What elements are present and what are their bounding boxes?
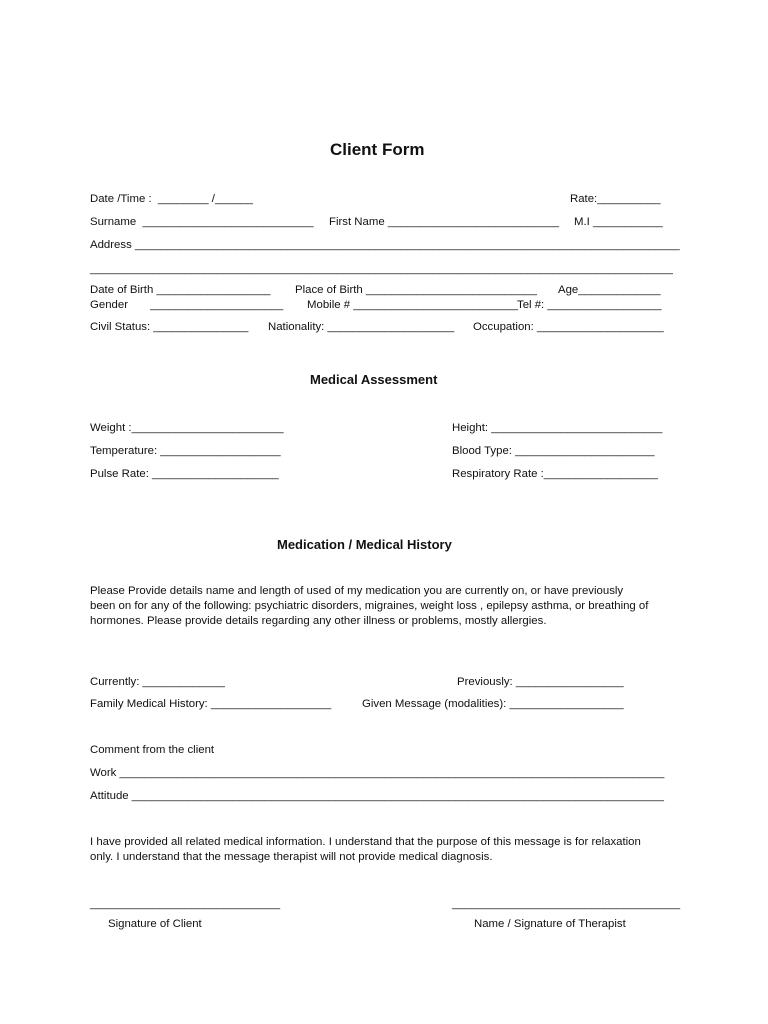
tel-field[interactable]: Tel #: __________________ [517,299,662,311]
respiratory-rate-field[interactable]: Respiratory Rate :__________________ [452,468,658,480]
comment-label: Comment from the client [90,744,215,756]
medication-history-heading: Medication / Medical History [277,537,452,552]
client-signature-line[interactable]: ______________________________ [90,898,281,910]
rate-field[interactable]: Rate:__________ [570,193,661,205]
date-of-birth-field[interactable]: Date of Birth __________________ [90,284,271,296]
page-title: Client Form [330,140,425,159]
nationality-field[interactable]: Nationality: ____________________ [268,321,455,333]
civil-status-field[interactable]: Civil Status: _______________ [90,321,249,333]
gender-field[interactable]: Gender _____________________ [90,299,284,311]
medical-assessment-heading: Medical Assessment [310,372,438,387]
client-signature-label: Signature of Client [108,918,202,930]
weight-field[interactable]: Weight :________________________ [90,422,284,434]
blood-type-field[interactable]: Blood Type: ______________________ [452,445,655,457]
age-field[interactable]: Age_____________ [558,284,661,296]
therapist-signature-line[interactable]: ____________________________________ [452,898,681,910]
mobile-field[interactable]: Mobile # __________________________ [307,299,518,311]
consent-statement: I have provided all related medical information. I understand that the purpose of this message is for relaxation only. I understand that the message therapist will not provide medical diagnosis. [90,836,641,863]
family-medical-history-field[interactable]: Family Medical History: ___________________ [90,698,332,710]
currently-field[interactable]: Currently: _____________ [90,676,225,688]
temperature-field[interactable]: Temperature: ___________________ [90,445,281,457]
previously-field[interactable]: Previously: _________________ [457,676,624,688]
occupation-field[interactable]: Occupation: ____________________ [473,321,664,333]
pulse-rate-field[interactable]: Pulse Rate: ____________________ [90,468,279,480]
place-of-birth-field[interactable]: Place of Birth ___________________________ [295,284,537,296]
height-field[interactable]: Height: ___________________________ [452,422,663,434]
address-field[interactable]: Address ______________________________________________________________________________________ [90,239,680,251]
middle-initial-field[interactable]: M.I ___________ [574,216,663,228]
address-field-line2[interactable]: ____________________________________________________________________________________________ [90,263,673,275]
medication-instructions: Please Provide details name and length of used of my medication you are currently on, or have previously been on for any of the following: psychiatric disorders, migraines, weight loss , epilepsy asthma, or breathing of hormones. Please provide details regarding any other illness or problems, mostly allergies. [90,585,649,627]
work-field[interactable]: Work ______________________________________________________________________________________ [90,767,665,779]
date-time-field[interactable]: Date /Time : ________ /______ [90,193,253,205]
surname-field[interactable]: Surname ___________________________ [90,216,314,228]
given-message-field[interactable]: Given Message (modalities): __________________ [362,698,624,710]
first-name-field[interactable]: First Name ___________________________ [329,216,559,228]
therapist-signature-label: Name / Signature of Therapist [474,918,626,930]
attitude-field[interactable]: Attitude ____________________________________________________________________________________ [90,790,664,802]
